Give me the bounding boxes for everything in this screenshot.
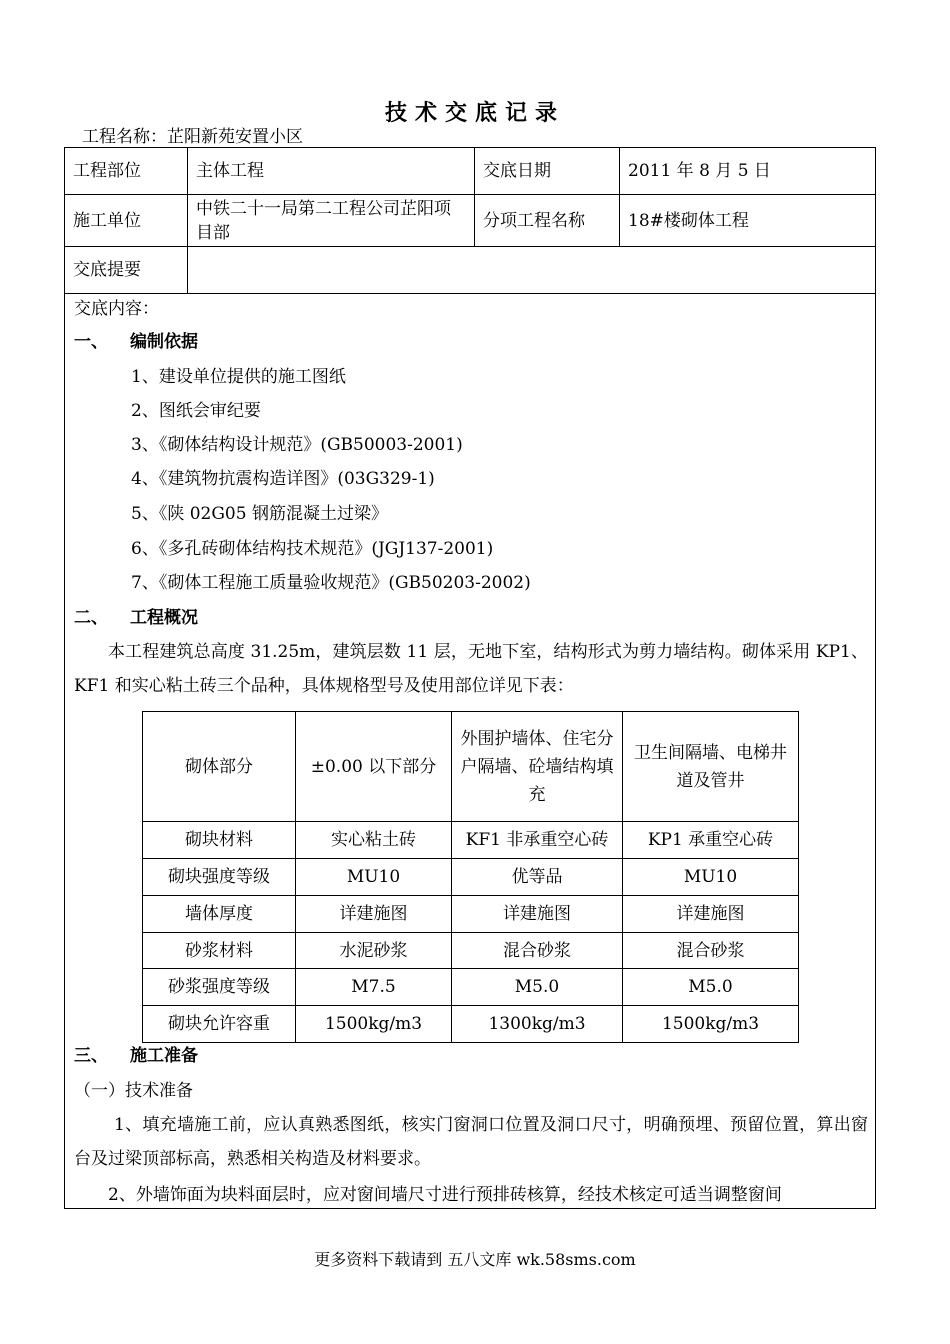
masonry-cell: 水泥砂浆	[296, 933, 452, 969]
header-row-3	[65, 247, 876, 294]
section2-number: 二、	[74, 608, 108, 628]
masonry-cell: MU10	[296, 859, 452, 896]
masonry-cell: 砌块强度等级	[143, 859, 296, 896]
basis-item: 6、《多孔砖砌体结构技术规范》(JGJ137-2001)	[131, 539, 494, 559]
label-subitem-name: 分项工程名称	[475, 195, 620, 247]
masonry-row	[143, 933, 799, 969]
masonry-header-row	[143, 712, 799, 822]
masonry-cell: 墙体厚度	[143, 896, 296, 933]
section2-heading: 工程概况	[130, 608, 198, 628]
label-summary: 交底提要	[65, 247, 188, 294]
header-row-1	[65, 148, 876, 195]
masonry-cell: 砂浆材料	[143, 933, 296, 969]
basis-item: 5、《陕 02G05 钢筋混凝土过梁》	[131, 504, 388, 524]
overview-paragraph: 本工程建筑总高度 31.25m，建筑层数 11 层，无地下室，结构形式为剪力墙结构。砌体采用 KP1、KF1 和实心粘土砖三个品种，具体规格型号及使用部位详见下表：	[74, 642, 868, 696]
masonry-header-cell: ±0.00 以下部分	[296, 712, 452, 822]
project-name: 工程名称：芷阳新苑安置小区	[82, 127, 303, 147]
value-subitem-name: 18#楼砌体工程	[620, 195, 876, 247]
value-date: 2011 年 8 月 5 日	[620, 148, 876, 195]
masonry-cell: M5.0	[452, 969, 623, 1006]
tech-prep-paragraph-2: 2、外墙饰面为块料面层时，应对窗间墙尺寸进行预排砖核算，经技术核定可适当调整窗间	[108, 1185, 782, 1205]
masonry-cell: 砌块材料	[143, 822, 296, 859]
masonry-row	[143, 896, 799, 933]
footer-note: 更多资料下载请到 五八文库 wk.58sms.com	[314, 1250, 636, 1269]
section1-heading: 编制依据	[130, 332, 198, 352]
masonry-cell: 1500kg/m3	[296, 1006, 452, 1043]
label-date: 交底日期	[475, 148, 620, 195]
section1-number: 一、	[74, 332, 108, 352]
masonry-cell: KF1 非承重空心砖	[452, 822, 623, 859]
masonry-cell: 砌块允许容重	[143, 1006, 296, 1043]
masonry-header-cell: 外围护墙体、住宅分户隔墙、砼墙结构填充	[452, 712, 623, 822]
section3-heading: 施工准备	[130, 1046, 198, 1066]
masonry-cell: KP1 承重空心砖	[623, 822, 799, 859]
content-label: 交底内容：	[74, 299, 159, 319]
basis-item: 2、图纸会审纪要	[131, 401, 261, 421]
masonry-cell: M7.5	[296, 969, 452, 1006]
masonry-row	[143, 1006, 799, 1043]
label-project-part: 工程部位	[65, 148, 188, 195]
masonry-cell: 1500kg/m3	[623, 1006, 799, 1043]
value-summary	[188, 247, 876, 294]
masonry-cell: 混合砂浆	[452, 933, 623, 969]
masonry-cell: 实心粘土砖	[296, 822, 452, 859]
tech-prep-paragraph-1: 1、填充墙施工前，应认真熟悉图纸，核实门窗洞口位置及洞口尺寸，明确预埋、预留位置，算出窗台及过梁顶部标高，熟悉相关构造及材料要求。	[74, 1115, 868, 1169]
tech-prep-heading: （一）技术准备	[74, 1081, 193, 1101]
value-project-part: 主体工程	[188, 148, 475, 195]
masonry-header-cell: 卫生间隔墙、电梯井道及管井	[623, 712, 799, 822]
masonry-table	[142, 711, 799, 1043]
masonry-cell: 1300kg/m3	[452, 1006, 623, 1043]
basis-item: 1、建设单位提供的施工图纸	[131, 367, 346, 387]
masonry-row	[143, 859, 799, 896]
masonry-cell: 详建施图	[296, 896, 452, 933]
masonry-header-cell: 砌体部分	[143, 712, 296, 822]
masonry-cell: M5.0	[623, 969, 799, 1006]
basis-item: 4、《建筑物抗震构造详图》(03G329-1)	[131, 469, 435, 489]
masonry-cell: 混合砂浆	[623, 933, 799, 969]
masonry-cell: 优等品	[452, 859, 623, 896]
masonry-row	[143, 969, 799, 1006]
header-table	[64, 147, 876, 294]
masonry-cell: 详建施图	[452, 896, 623, 933]
header-row-2	[65, 195, 876, 247]
document-title: 技术交底记录	[384, 100, 565, 126]
value-construction-unit: 中铁二十一局第二工程公司芷阳项目部	[188, 195, 475, 247]
basis-item: 7、《砌体工程施工质量验收规范》(GB50203-2002)	[131, 573, 531, 593]
section3-number: 三、	[74, 1046, 108, 1066]
label-construction-unit: 施工单位	[65, 195, 188, 247]
basis-item: 3、《砌体结构设计规范》(GB50003-2001)	[131, 435, 463, 455]
masonry-row	[143, 822, 799, 859]
masonry-cell: 砂浆强度等级	[143, 969, 296, 1006]
masonry-cell: MU10	[623, 859, 799, 896]
masonry-cell: 详建施图	[623, 896, 799, 933]
